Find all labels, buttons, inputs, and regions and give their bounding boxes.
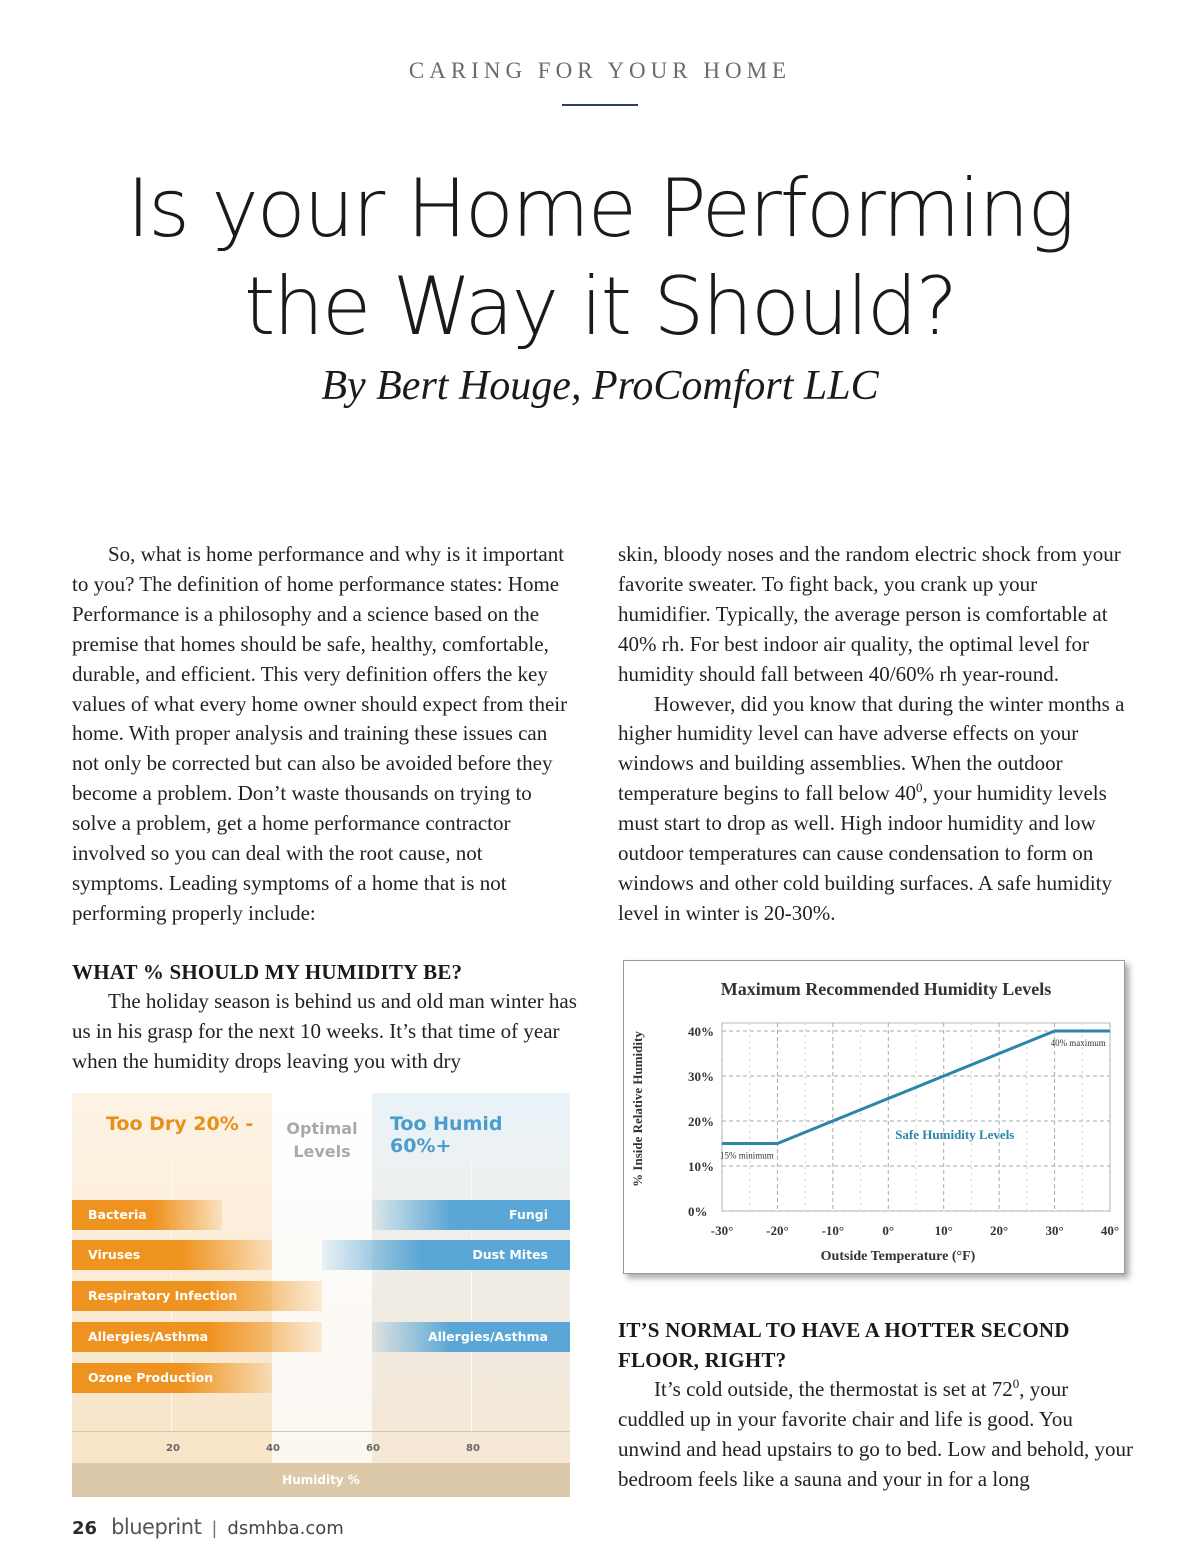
humidity-axis-line — [72, 1431, 570, 1432]
humidity-tick-label: 20 — [166, 1443, 180, 1454]
article-title-line-2: the Way it Should? — [243, 260, 957, 353]
x-tick-label: 10° — [934, 1223, 953, 1238]
dry-risk-label: Bacteria — [88, 1207, 147, 1222]
x-tick-label: 40° — [1100, 1223, 1120, 1238]
dry-risk-bar — [72, 1281, 322, 1311]
x-tick-label: 30° — [1045, 1223, 1064, 1238]
chart-y-label: % Inside Relative Humidity — [630, 1031, 645, 1187]
section-divider — [562, 104, 638, 106]
dry-risk-label: Respiratory Infection — [88, 1288, 238, 1303]
y-tick-label: 20% — [688, 1114, 714, 1129]
right-paragraph-2 — [618, 690, 1133, 929]
brand-logo: blueprint — [111, 1515, 202, 1539]
too-dry-label: Too Dry 20% - — [106, 1113, 254, 1135]
x-tick-label: -20° — [766, 1223, 789, 1238]
second-floor-paragraph — [618, 1375, 1133, 1495]
article-title-line-1: Is your Home Performing — [126, 162, 1074, 255]
dry-risk-bar — [72, 1200, 222, 1230]
right-column-bottom — [618, 1315, 1133, 1495]
x-tick-label: 20° — [990, 1223, 1009, 1238]
line-chart-svg — [624, 961, 1124, 1273]
humid-risk-label: Dust Mites — [472, 1247, 548, 1262]
dry-risk-label: Viruses — [88, 1247, 141, 1262]
max-annotation: 40% maximum — [1050, 1038, 1106, 1048]
second-floor-heading: IT’S NORMAL TO HAVE A HOTTER SECOND FLOOR, RIGHT? — [618, 1318, 1070, 1372]
y-tick-label: 30% — [688, 1069, 714, 1084]
humidity-axis-label: Humidity % — [72, 1463, 570, 1497]
intro-paragraph: So, what is home performance and why is it important to you? The definition of home performance states: Home Performance is a philosophy and a science based on the premise that homes should be safe, healthy, comfortable, durable, and efficient. This very definition offers the key values of what every home owner should expect from their home. With proper analysis and training these issues can not only be corrected but can also be avoided before they become a problem. Don’t waste thousands on trying to solve a problem, get a home performance contractor involved so you can deal with the root cause, not symptoms. Leading symptoms of a home that is not performing properly include: — [72, 542, 568, 925]
right-column-top — [618, 540, 1133, 929]
humid-risk-bar — [372, 1322, 570, 1352]
right-paragraph-2-a: However, did you know that during the winter months a higher humidity level can have adverse effects on your windows and building assemblies. When the outdoor temperature begins to fall below 40 — [618, 691, 1125, 806]
section-label: CARING FOR YOUR HOME — [408, 58, 792, 83]
second-floor-paragraph-b: , your cuddled up in your favorite chair and life is good. You unwind and head upstairs to go to bed. Low and behold, your bedroom feels like a sauna and your in for a long — [618, 1377, 1133, 1491]
site-url[interactable]: dsmhba.com — [227, 1518, 344, 1539]
y-tick-label: 0% — [688, 1204, 708, 1219]
humid-risk-bar — [372, 1200, 570, 1230]
humidity-tick-label: 40 — [266, 1443, 280, 1454]
degree-superscript-2: 0 — [1012, 1376, 1020, 1391]
dry-risk-bar — [72, 1322, 322, 1352]
right-paragraph-1: skin, bloody noses and the random electric shock from your favorite sweater. To fight back, you crank up your humidifier. Typically, the average person is comfortable at 40% rh. For best indoor air quality, the optimal level for humidity should fall between 40/60% rh year-round. — [618, 542, 1121, 686]
page-footer — [72, 1515, 344, 1539]
dry-risk-label: Allergies/Asthma — [88, 1329, 209, 1344]
optimal-label — [276, 1117, 368, 1163]
byline: By Bert Houge, ProComfort LLC — [321, 363, 879, 409]
dry-risk-bar — [72, 1240, 272, 1270]
left-column-humidity — [72, 957, 578, 1077]
article-title — [0, 160, 1200, 356]
optimal-label-line-2: Levels — [293, 1142, 351, 1161]
x-tick-label: 0° — [882, 1223, 895, 1238]
humidity-tick-label: 60 — [366, 1443, 380, 1454]
x-tick-label: -30° — [710, 1223, 734, 1238]
y-tick-label: 40% — [688, 1024, 714, 1039]
x-tick-label: -10° — [821, 1223, 845, 1238]
humid-risk-bar — [322, 1240, 570, 1270]
right-paragraph-2-b: , your humidity levels must start to drop as well. High indoor humidity and low outdoor temperatures can cause condensation to form on windows and other cold building surfaces. A safe humidity level in winter is 20-30%. — [618, 781, 1113, 925]
chart-x-label: Outside Temperature (°F) — [820, 1249, 976, 1264]
humidity-line-chart — [623, 960, 1125, 1274]
plot-frame — [722, 1023, 1110, 1211]
humidity-paragraph: The holiday season is behind us and old man winter has us in his grasp for the next 10 weeks. It’s that time of year when the humidity drops leaving you with dry — [72, 989, 577, 1073]
optimal-label-line-1: Optimal — [286, 1119, 358, 1138]
too-humid-label: Too Humid 60%+ — [390, 1113, 503, 1157]
left-column-top — [72, 540, 578, 929]
dry-risk-bar — [72, 1363, 272, 1393]
humid-risk-label: Allergies/Asthma — [427, 1329, 548, 1344]
y-tick-label: 10% — [688, 1159, 714, 1174]
humidity-infographic — [72, 1093, 570, 1497]
humidity-heading: WHAT % SHOULD MY HUMIDITY BE? — [72, 960, 463, 984]
degree-superscript: 0 — [916, 780, 923, 796]
min-annotation: 15% minimum — [720, 1150, 774, 1161]
second-floor-paragraph-a: It’s cold outside, the thermostat is set at 72 — [654, 1377, 1013, 1401]
footer-separator: | — [211, 1518, 218, 1539]
chart-title: Maximum Recommended Humidity Levels — [720, 979, 1052, 999]
humid-risk-label: Fungi — [509, 1207, 548, 1222]
page-number: 26 — [72, 1518, 98, 1539]
dry-risk-label: Ozone Production — [88, 1370, 214, 1385]
humidity-tick-label: 80 — [466, 1443, 480, 1454]
safe-band-annotation: Safe Humidity Levels — [895, 1127, 1015, 1142]
